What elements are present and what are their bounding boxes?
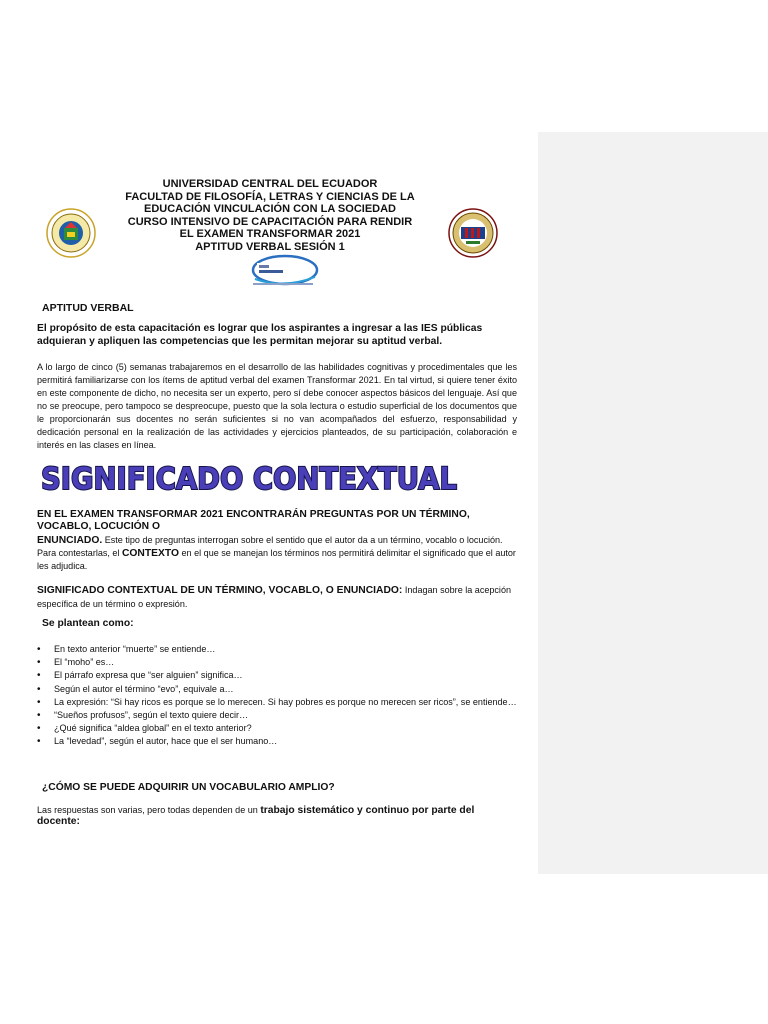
definition-label: SIGNIFICADO CONTEXTUAL DE UN TÉRMINO, VOCABLO, O ENUNCIADO: [37, 585, 403, 596]
answer-bold: trabajo sistemático y continuo por parte del docente: [37, 805, 475, 827]
list-item: • “Sueños profusos”, según el texto quiere decir… [37, 709, 537, 722]
header-line: UNIVERSIDAD CENTRAL DEL ECUADOR [162, 178, 378, 190]
definition-text: Indagan sobre la acepción específica de un término o expresión. [37, 585, 512, 609]
context-label: CONTEXTO [121, 548, 180, 560]
definition-paragraph [37, 584, 517, 610]
header-line: FACULTAD DE FILOSOFÍA, LETRAS Y CIENCIAS DE LA [125, 190, 415, 203]
header-line: CURSO INTENSIVO DE CAPACITACIÓN PARA RENDIR [127, 215, 413, 228]
question-list [37, 643, 537, 749]
answer-paragraph [37, 805, 517, 827]
faculty-seal-icon [448, 208, 498, 258]
significado-contextual-banner [37, 458, 462, 498]
list-item: • ¿Qué significa “aldea global” en el texto anterior? [37, 722, 537, 735]
vocabulary-heading: ¿CÓMO SE PUEDE ADQUIRIR UN VOCABULARIO AMPLIO? [42, 782, 335, 793]
banner-text: SIGNIFICADO CONTEXTUAL [41, 462, 457, 497]
header-line: APTITUD VERBAL SESIÓN 1 [195, 240, 345, 253]
exam-heading: EN EL EXAMEN TRANSFORMAR 2021 ENCONTRARÁN PREGUNTAS POR UN TÉRMINO, VOCABLO, LOCUCIÓN O [37, 509, 470, 532]
list-item: • Según el autor el término “evo”, equivale a… [37, 683, 537, 696]
plantean-heading: Se plantean como: [42, 618, 134, 629]
exam-text-1: Este tipo de preguntas interrogan sobre el sentido que el autor da a un término, vocablo o locución. Para contestarlas, el [37, 535, 503, 559]
list-item: • El “moho” es… [37, 656, 537, 669]
section-title: APTITUD VERBAL [42, 302, 134, 314]
comment-pane [538, 132, 768, 874]
header-line: EL EXAMEN TRANSFORMAR 2021 [179, 228, 361, 241]
list-item: • La “levedad”, según el autor, hace que el ser humano… [37, 735, 537, 748]
document-header [110, 178, 430, 254]
list-item: • El párrafo expresa que “ser alguien” significa… [37, 669, 537, 682]
list-item: • En texto anterior “muerte” se entiende… [37, 643, 537, 656]
exam-text-2: en el que se manejan los términos nos permitirá delimitar el significado que el autor les adjudica. [37, 548, 516, 572]
exam-paragraph [37, 534, 517, 574]
term-label: ENUNCIADO. [37, 535, 103, 546]
answer-text: Las respuestas son varias, pero todas dependen de un [37, 805, 261, 815]
purpose-paragraph: El propósito de esta capacitación es lograr que los aspirantes a ingresar a las IES públicas adquieran y apliquen las competencias que les permitan mejorar su aptitud verbal. [37, 323, 483, 347]
intro-paragraph: A lo largo de cinco (5) semanas trabajaremos en el desarrollo de las habilidades cognitivas y procedimentales que les permitirá familiarizarse con los ítems de aptitud verbal del examen Transformar 2021. En tal virtud, si quiere tener éxito en este componente de dicho, no necesita ser un experto, pero sí debe conocer aspectos básicos del lenguaje. Así que no se preocupe, pero tampoco se despreocupe, puesto que la sola lectura o estudio superficial de los documentos que le proporcionarán sus docentes no serán suficientes si no van acompañados del esfuerzo, responsabilidad y dedicación personal en la realización de las actividades y ejercicios planteados, de su participación, colaboración e interés en las clases en línea. [37, 362, 517, 450]
header-line: EDUCACIÓN VINCULACIÓN CON LA SOCIEDAD [144, 203, 396, 216]
list-item: • La expresión: “Si hay ricos es porque se lo merecen. Si hay pobres es porque no merecen ser ricos”, se entiende… [37, 696, 537, 709]
university-seal-icon [46, 208, 96, 258]
vinculacion-sociedad-logo [245, 253, 320, 289]
